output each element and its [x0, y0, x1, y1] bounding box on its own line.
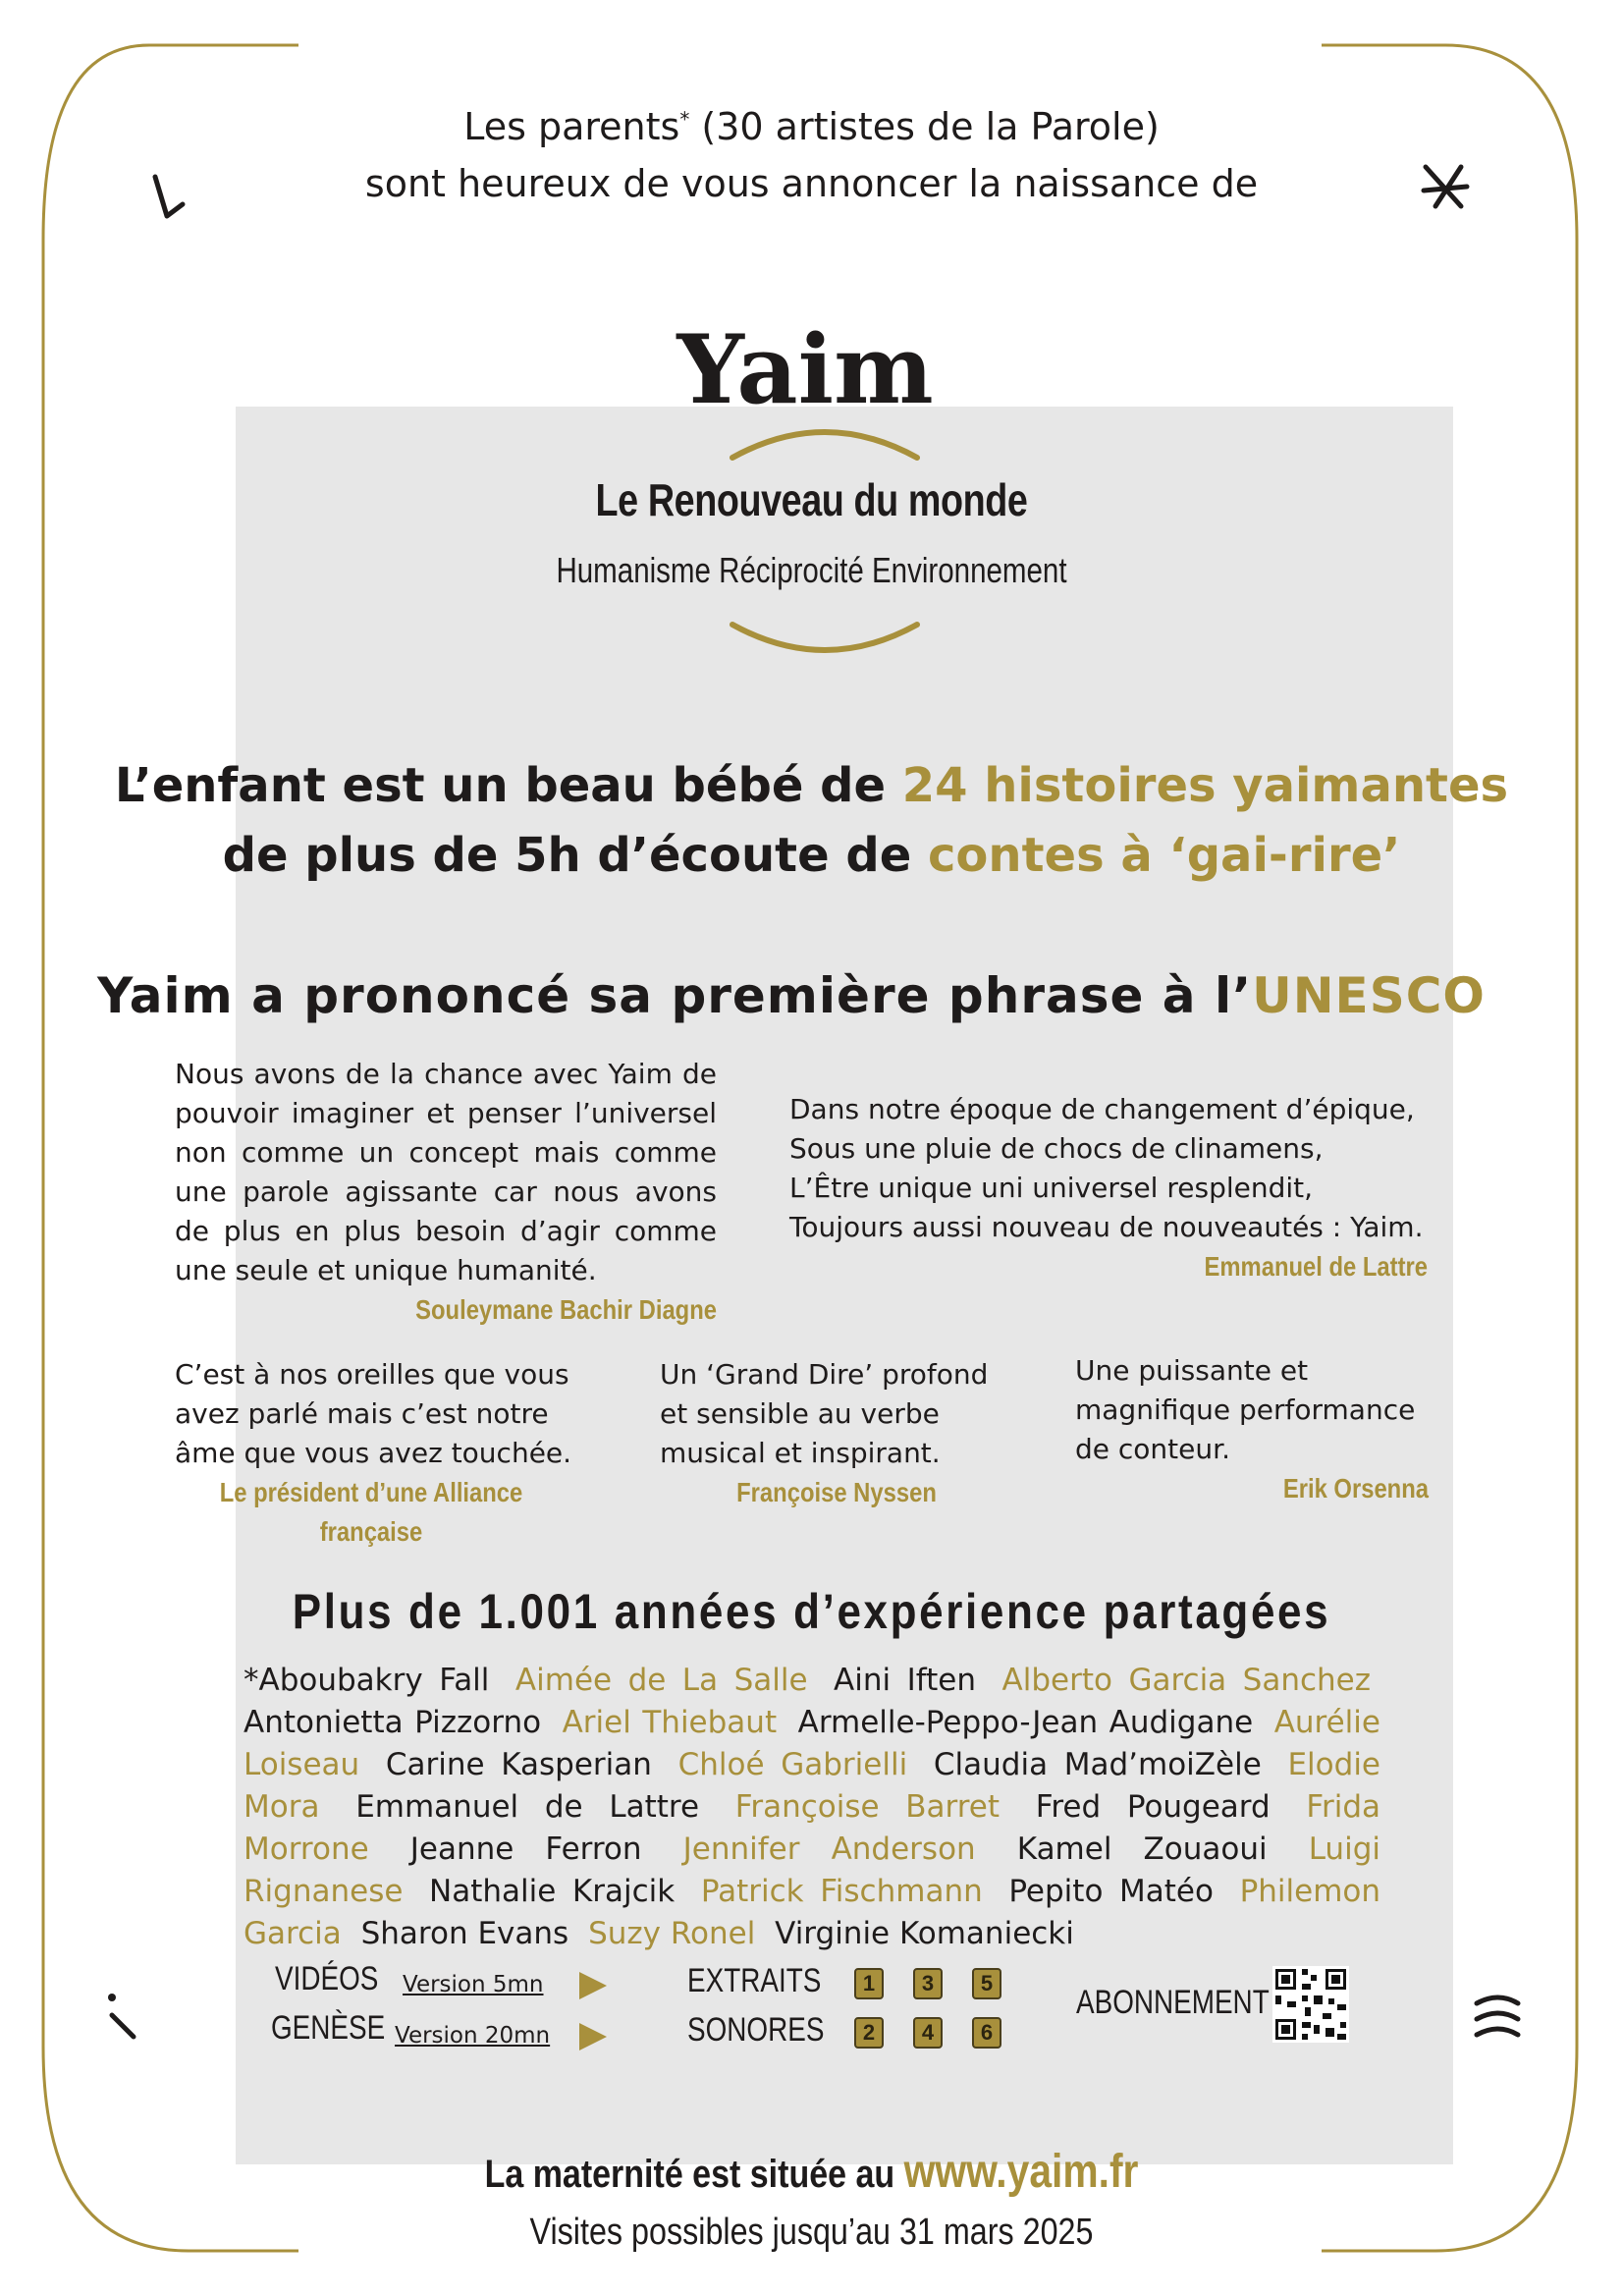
artist-name: Alberto Garcia Sanchez — [1001, 1663, 1372, 1698]
artist-name: Jennifer Anderson — [682, 1831, 976, 1867]
visits-line: Visites possibles jusqu’au 31 mars 2025 — [529, 2212, 1094, 2253]
quote-text: Dans notre époque de changement d’épique, Sous une pluie de chocs de clinamens, L’Être unique uni universel resplendit, Toujours aussi nouveau de nouveautés : Yaim. — [789, 1093, 1424, 1243]
artist-name: Emmanuel de Lattre — [355, 1789, 700, 1825]
website-link[interactable]: www.yaim.fr — [903, 2146, 1139, 2198]
quote-author: Françoise Nyssen — [736, 1477, 937, 1507]
extraits-label: EXTRAITS — [687, 1962, 822, 1999]
intro-line-2: de plus de 5h d’écoute de contes à ‘gai-rire’ — [222, 828, 1401, 883]
artist-list — [243, 1660, 1380, 1955]
upper-arc-ornament — [727, 422, 923, 462]
play-20mn-icon[interactable] — [579, 2023, 607, 2050]
artist-name: Philemon Garcia — [243, 1874, 1381, 1951]
artist-name: Chloé Gabrielli — [677, 1747, 908, 1782]
quote-author: Le président d’une Alliance française — [219, 1477, 523, 1547]
artist-name: Kamel Zouaoui — [1016, 1831, 1268, 1867]
quote-de-lattre — [789, 1090, 1428, 1286]
sonores-label: SONORES — [687, 2011, 825, 2049]
artist-name: Pepito Matéo — [1008, 1874, 1214, 1909]
artist-name: Armelle-Peppo-Jean Audigane — [797, 1705, 1254, 1740]
artist-name: Suzy Ronel — [588, 1916, 756, 1951]
artist-name: Frida Morrone — [243, 1789, 1381, 1867]
lower-arc-ornament — [727, 621, 923, 660]
intro-line-1: L’enfant est un beau bébé de 24 histoires yaimantes — [114, 758, 1509, 813]
quote-text: Nous avons de la chance avec Yaim de pouvoir imaginer et penser l’universel non comme un concept mais comme une parole agissante car nous avons de plus en plus besoin d’agir comme une seule et unique humanité. — [175, 1058, 717, 1286]
quote-author: Souleymane Bachir Diagne — [415, 1294, 717, 1325]
artist-name: Carine Kasperian — [385, 1747, 652, 1782]
announcement-line-2: sont heureux de vous annoncer la naissance de — [364, 162, 1259, 205]
experience-heading: Plus de 1.001 années d’expérience partagées — [292, 1584, 1331, 1639]
video-20mn-link[interactable]: Version 20mn — [395, 2023, 551, 2049]
quote-author: Emmanuel de Lattre — [1204, 1251, 1428, 1282]
unesco-line: Yaim a prononcé sa première phrase à l’UNESCO — [97, 967, 1486, 1024]
audio-track-1-button[interactable]: 1 — [854, 1968, 884, 1999]
qr-code-icon[interactable] — [1272, 1966, 1349, 2043]
quote-author: Erik Orsenna — [1282, 1473, 1429, 1503]
artist-name: Aini Iften — [834, 1663, 977, 1698]
artist-name: Jeanne Ferron — [409, 1831, 642, 1867]
artist-name: Virginie Komaniecki — [775, 1916, 1074, 1951]
audio-track-3-button[interactable]: 3 — [913, 1968, 943, 1999]
artist-name: Françoise Barret — [734, 1789, 1001, 1825]
audio-track-4-button[interactable]: 4 — [913, 2017, 943, 2049]
announcement-line-1: Les parents* (30 artistes de la Parole) — [463, 105, 1160, 148]
artist-name: Fred Pougeard — [1035, 1789, 1271, 1825]
quote-alliance — [175, 1355, 607, 1552]
corner-letter-m-icon — [1469, 1984, 1528, 2043]
svg-text:Yaim: Yaim — [676, 314, 934, 420]
quote-text: C’est à nos oreilles que vous avez parlé mais c’est notre âme que vous avez touchée. — [175, 1358, 572, 1469]
play-5mn-icon[interactable] — [579, 1972, 607, 1999]
audio-track-6-button[interactable]: 6 — [972, 2017, 1001, 2049]
artist-name: Luigi Rignanese — [243, 1831, 1380, 1909]
artist-name: Claudia Mad’moiZèle — [933, 1747, 1262, 1782]
yaim-logo — [628, 312, 982, 420]
quote-text: Un ‘Grand Dire’ profond et sensible au verbe musical et inspirant. — [660, 1358, 989, 1469]
corner-letter-i-icon — [98, 1986, 157, 2045]
genese-label: GENÈSE — [271, 2009, 386, 2047]
audio-track-5-button[interactable]: 5 — [972, 1968, 1001, 1999]
artist-name: Aimée de La Salle — [514, 1663, 808, 1698]
artist-name: Ariel Thiebaut — [562, 1705, 778, 1740]
artist-name: Antonietta Pizzorno — [243, 1705, 542, 1740]
quote-text: Une puissante et magnifique performance de conteur. — [1075, 1354, 1416, 1465]
artist-name: Aurélie Loiseau — [243, 1705, 1380, 1782]
artist-name: Sharon Evans — [360, 1916, 569, 1951]
page-title: Le Renouveau du monde — [595, 474, 1028, 525]
artist-name: Nathalie Krajcik — [429, 1874, 676, 1909]
maternity-line: La maternité est située au www.yaim.fr — [484, 2146, 1139, 2198]
tagline: Humanisme Réciprocité Environnement — [556, 550, 1067, 590]
artist-name: Elodie Mora — [243, 1747, 1380, 1825]
artist-name: Patrick Fischmann — [700, 1874, 983, 1909]
quote-diagne — [175, 1055, 717, 1330]
audio-track-2-button[interactable]: 2 — [854, 2017, 884, 2049]
artist-name: *Aboubakry Fall — [243, 1663, 490, 1698]
subscribe-label[interactable]: ABONNEMENT — [1076, 1984, 1270, 2021]
quote-nyssen — [660, 1355, 1013, 1512]
quote-orsenna — [1075, 1351, 1429, 1508]
video-5mn-link[interactable]: Version 5mn — [403, 1972, 544, 1997]
videos-label: VIDÉOS — [275, 1960, 379, 1997]
